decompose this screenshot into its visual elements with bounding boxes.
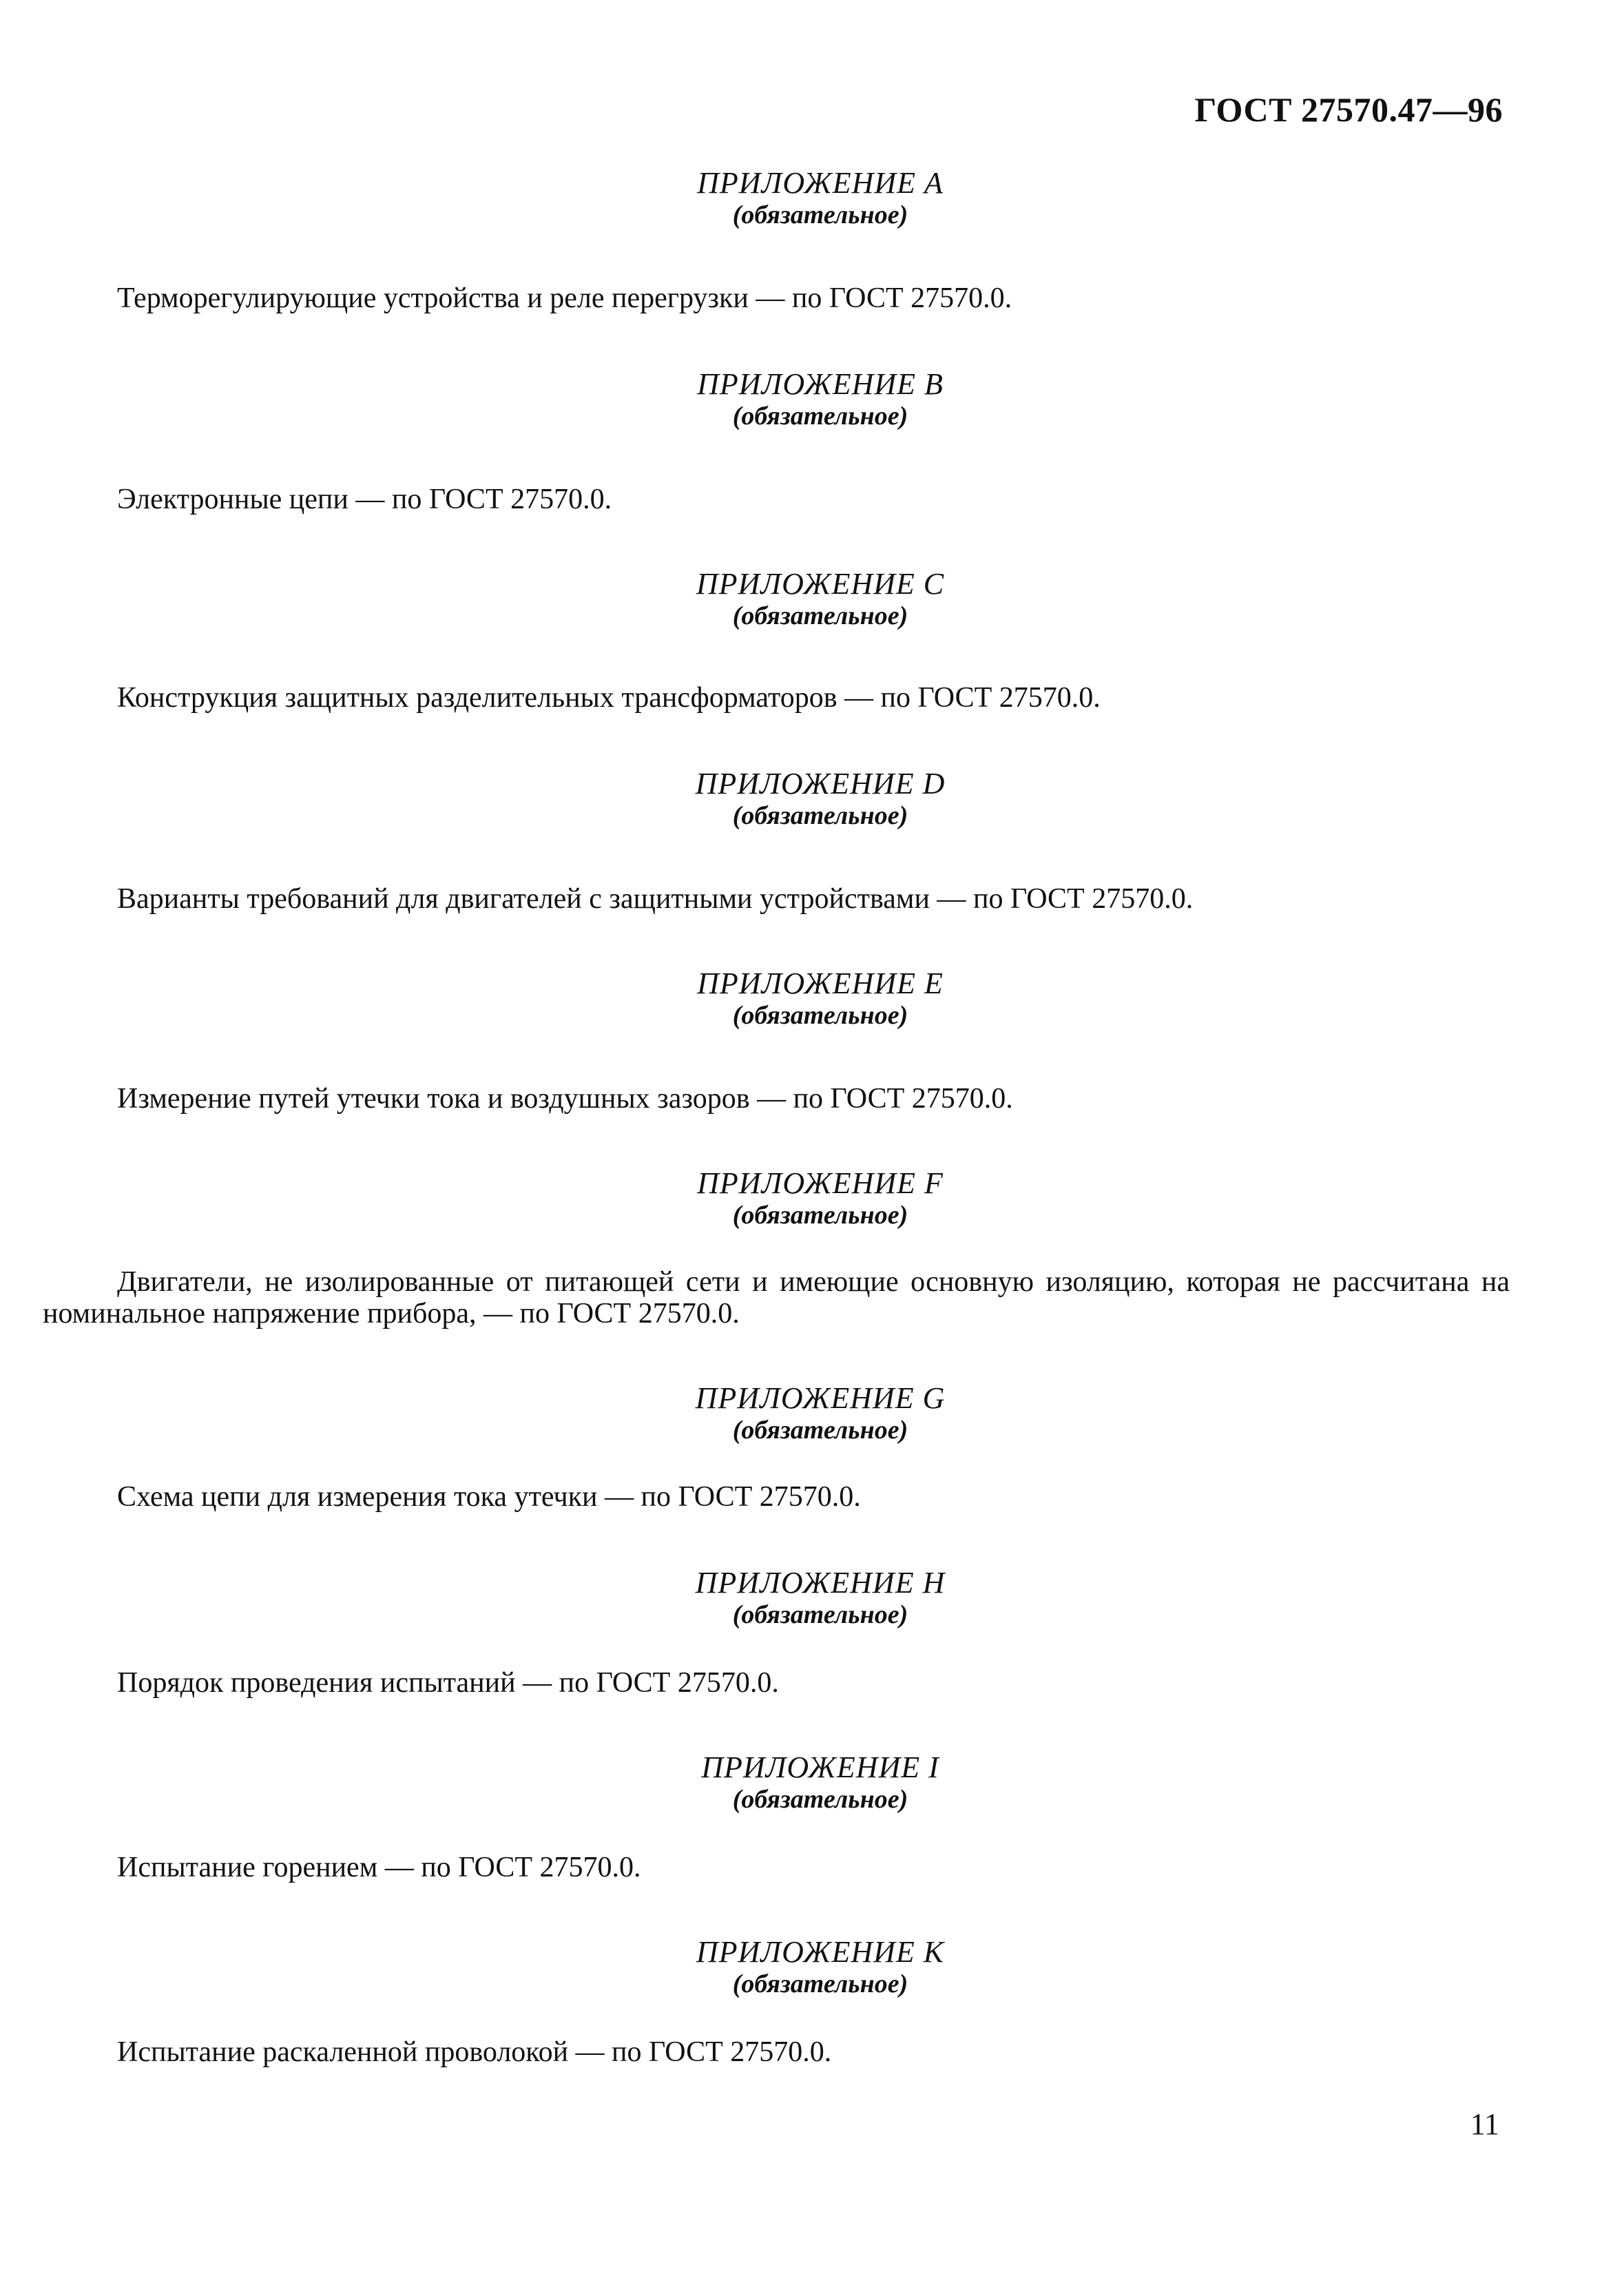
annex-status: (обязательное) [732,402,908,431]
annex-status: (обязательное) [732,200,908,229]
annex-title: ПРИЛОЖЕНИЕ G [695,1381,946,1415]
annex-status: (обязательное) [732,1969,908,1998]
annex-text: Конструкция защитных разделительных трансформаторов — по ГОСТ 27570.0. [117,682,1101,714]
annex-status: (обязательное) [732,801,908,830]
annex-text: Испытание раскаленной проволокой — по ГОСТ 27570.0. [117,2036,832,2068]
annex-status: (обязательное) [732,1201,908,1230]
page-number: 11 [1470,2107,1499,2141]
annex-title: ПРИЛОЖЕНИЕ B [697,367,944,401]
annex-text: Двигатели, не изолированные от питающей сети и имеющие основную изоляцию, которая не рассчитана на номинальное напряжение прибора, — по ГОСТ 27570.0. [43,1266,1510,1330]
annex-text: Схема цепи для измерения тока утечки — по ГОСТ 27570.0. [117,1481,861,1513]
annex-text: Варианты требований для двигателей с защитными устройствами — по ГОСТ 27570.0. [117,883,1194,915]
annex-title: ПРИЛОЖЕНИЕ A [697,166,944,200]
annex-text: Измерение путей утечки тока и воздушных зазоров — по ГОСТ 27570.0. [117,1083,1013,1115]
annex-status: (обязательное) [732,1600,908,1629]
annex-status: (обязательное) [732,1785,908,1814]
annex-title: ПРИЛОЖЕНИЕ E [697,966,944,1000]
annex-text-wrapped [43,1266,1510,1330]
annex-title: ПРИЛОЖЕНИЕ D [695,767,946,800]
annex-text: Испытание горением — по ГОСТ 27570.0. [117,1852,641,1883]
annex-status: (обязательное) [732,1001,908,1030]
annex-text: Порядок проведения испытаний — по ГОСТ 27570.0. [117,1667,779,1699]
annex-title: ПРИЛОЖЕНИЕ I [701,1750,939,1784]
annex-title: ПРИЛОЖЕНИЕ K [696,1935,945,1969]
annex-title: ПРИЛОЖЕНИЕ F [697,1166,944,1200]
annex-title: ПРИЛОЖЕНИЕ C [696,567,945,601]
document-number-header: ГОСТ 27570.47—96 [1194,90,1503,129]
annex-status: (обязательное) [732,1416,908,1445]
annex-status: (обязательное) [732,601,908,630]
annex-text: Терморегулирующие устройства и реле перегрузки — по ГОСТ 27570.0. [117,282,1012,314]
annex-text: Электронные цепи — по ГОСТ 27570.0. [117,484,612,515]
annex-title: ПРИЛОЖЕНИЕ H [695,1566,946,1600]
